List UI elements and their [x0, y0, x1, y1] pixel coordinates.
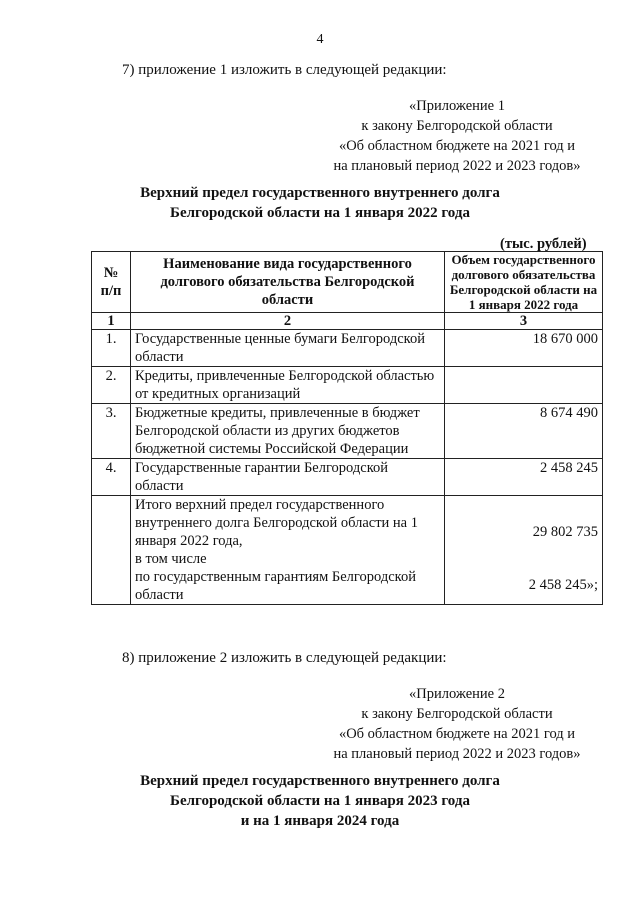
appendix-2-line: «Об областном бюджете на 2021 год и: [338, 726, 576, 742]
heading-2-line: Белгородской области на 1 января 2023 года: [170, 793, 470, 809]
table-row: [92, 459, 603, 496]
appendix-1-line: на плановый период 2022 и 2023 годов»: [333, 158, 581, 174]
appendix-1-line: к закону Белгородской области: [361, 118, 553, 134]
appendix-2-line: на плановый период 2022 и 2023 годов»: [333, 746, 581, 762]
heading-1-line: Верхний предел государственного внутреннего долга: [140, 185, 500, 201]
row-value: 2 458 245: [445, 459, 603, 496]
heading-2-line: и на 1 января 2024 года: [240, 813, 400, 829]
header-name: Наименование вида государственного долгового обязательства Белгородской области: [131, 252, 445, 313]
appendix-2-line: «Приложение 2: [409, 686, 505, 702]
appendix-1-line: «Приложение 1: [409, 98, 505, 114]
row-name: Бюджетные кредиты, привлеченные в бюджет Белгородской области из других бюджетов бюджетной системы Российской Федерации: [131, 404, 445, 459]
row-name: Государственные ценные бумаги Белгородской области: [131, 330, 445, 367]
heading-1-line: Белгородской области на 1 января 2022 года: [170, 205, 470, 221]
total-num: [92, 496, 131, 605]
row-num: 3.: [92, 404, 131, 459]
row-value: 8 674 490: [445, 404, 603, 459]
total-value-cell: [445, 496, 603, 605]
heading-1: [0, 183, 640, 223]
units-label: (тыс. рублей): [500, 236, 587, 252]
heading-2: [0, 771, 640, 831]
table-row: [92, 404, 603, 459]
debt-table: [91, 251, 603, 605]
appendix-2-line: к закону Белгородской области: [361, 706, 553, 722]
total-guarantees-value: 2 458 245»;: [528, 577, 598, 593]
table-index-row: [92, 313, 603, 330]
total-name: Итого верхний предел государственного внутреннего долга Белгородской области на 1 января 2022 года,: [135, 497, 418, 549]
row-name: Государственные гарантии Белгородской области: [131, 459, 445, 496]
row-num: 1.: [92, 330, 131, 367]
total-guarantees-label: по государственным гарантиям Белгородской области: [135, 569, 416, 603]
appendix-2-caption: [322, 684, 592, 764]
heading-2-line: Верхний предел государственного внутреннего долга: [140, 773, 500, 789]
total-name-cell: [131, 496, 445, 605]
header-num: № п/п: [92, 252, 131, 313]
row-name: Кредиты, привлеченные Белгородской областью от кредитных организаций: [131, 367, 445, 404]
total-value: 29 802 735: [532, 524, 598, 540]
index-cell: 1: [92, 313, 131, 330]
total-sub-label: в том числе: [135, 551, 207, 567]
page-number: 4: [316, 32, 324, 47]
table-total-row: [92, 496, 603, 605]
appendix-1-line: «Об областном бюджете на 2021 год и: [338, 138, 576, 154]
row-value: [445, 367, 603, 404]
table-header-row: [92, 252, 603, 313]
header-volume: Объем государственного долгового обязательства Белгородской области на 1 января 2022 года: [445, 252, 603, 313]
row-value: 18 670 000: [445, 330, 603, 367]
appendix-1-caption: [322, 96, 592, 176]
item-7-text: 7) приложение 1 изложить в следующей редакции:: [122, 62, 447, 78]
row-num: 4.: [92, 459, 131, 496]
item-8-text: 8) приложение 2 изложить в следующей редакции:: [122, 650, 447, 666]
table-row: [92, 330, 603, 367]
table-row: [92, 367, 603, 404]
index-cell: 2: [131, 313, 445, 330]
row-num: 2.: [92, 367, 131, 404]
index-cell: 3: [445, 313, 603, 330]
